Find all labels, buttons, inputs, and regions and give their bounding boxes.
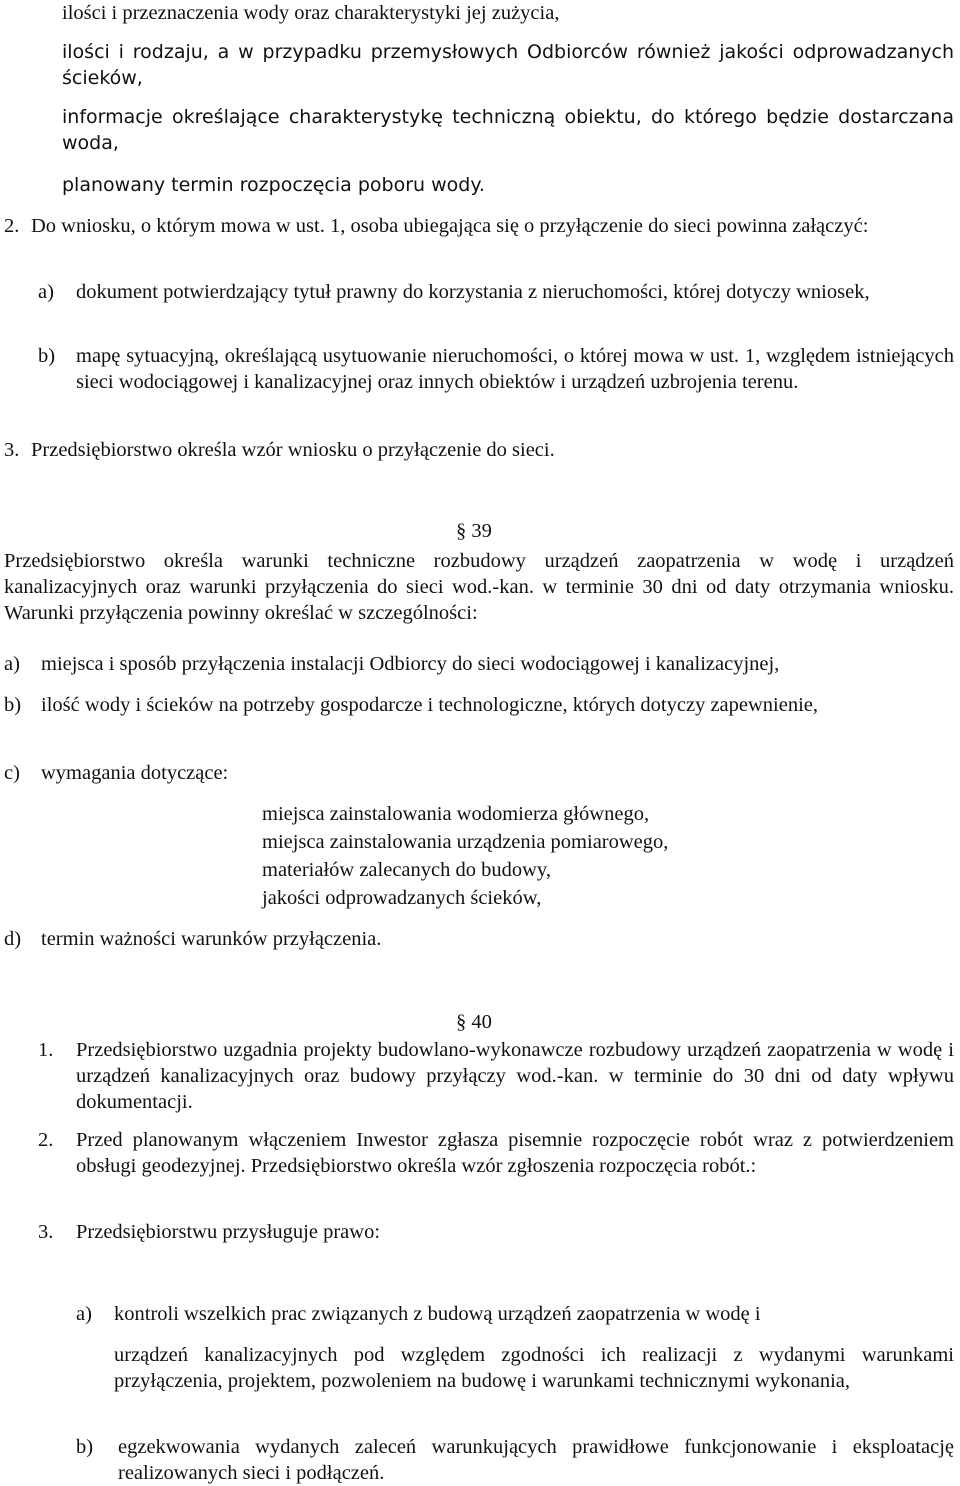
- intro-item: planowany termin rozpoczęcia poboru wody.: [62, 174, 485, 196]
- list-marker: a): [76, 1303, 92, 1325]
- list-item: kontroli wszelkich prac związanych z budową urządzeń zaopatrzenia w wodę i: [114, 1303, 761, 1325]
- list-marker: d): [4, 928, 22, 950]
- intro-item: ilości i rodzaju, a w przypadku przemysłowych Odbiorców również jakości odprowadzanych ścieków,: [62, 41, 954, 89]
- point-number: 2.: [4, 215, 20, 237]
- list-item: egzekwowania wydanych zaleceń warunkujących prawidłowe funkcjonowanie i eksploatację realizowanych sieci i podłączeń.: [118, 1436, 954, 1484]
- list-marker: c): [4, 762, 20, 784]
- point-2-text: Do wniosku, o którym mowa w ust. 1, osoba ubiegająca się o przyłączenie do sieci powinna załączyć:: [31, 215, 869, 237]
- list-item: wymagania dotyczące:: [41, 762, 229, 784]
- point-number: 3.: [38, 1221, 54, 1243]
- point-number: 2.: [38, 1129, 54, 1151]
- list-item: dokument potwierdzający tytuł prawny do korzystania z nieruchomości, której dotyczy wniosek,: [76, 281, 870, 303]
- sub-item: jakości odprowadzanych ścieków,: [262, 887, 542, 909]
- list-marker: a): [38, 281, 54, 303]
- list-marker: a): [4, 653, 20, 675]
- numbered-item: Przedsiębiorstwu przysługuje prawo:: [76, 1221, 381, 1243]
- section-heading: § 40: [456, 1011, 492, 1033]
- sub-item: miejsca zainstalowania wodomierza głównego,: [262, 803, 650, 825]
- list-marker: b): [38, 345, 56, 367]
- list-item: mapę sytuacyjną, określającą usytuowanie nieruchomości, o której mowa w ust. 1, względem istniejących sieci wodociągowej i kanalizacyjnej oraz innych obiektów i urządzeń uzbrojenia terenu.: [76, 345, 954, 393]
- list-marker: b): [4, 694, 22, 716]
- intro-item: informacje określające charakterystykę techniczną obiektu, do którego będzie dostarczana woda,: [62, 106, 954, 154]
- section-39-intro: Przedsiębiorstwo określa warunki techniczne rozbudowy urządzeń zaopatrzenia w wodę i urządzeń kanalizacyjnych oraz warunki przyłączenia do sieci wod.-kan. w terminie 30 dni od daty otrzymania wniosku. Warunki przyłączenia powinny określać w szczególności:: [4, 550, 954, 624]
- point-number: 3.: [4, 439, 20, 461]
- list-item: termin ważności warunków przyłączenia.: [41, 928, 382, 950]
- numbered-item: Przedsiębiorstwo uzgadnia projekty budowlano-wykonawcze rozbudowy urządzeń zaopatrzenia w wodę i urządzeń kanalizacyjnych oraz budowy przyłączy wod.-kan. w terminie do 30 dni od daty wpływu dokumentacji.: [76, 1039, 954, 1113]
- list-item: urządzeń kanalizacyjnych pod względem zgodności ich realizacji z wydanymi warunkami przyłączenia, projektem, pozwoleniem na budowę i warunkami technicznymi wykonania,: [114, 1344, 954, 1392]
- numbered-item: Przed planowanym włączeniem Inwestor zgłasza pisemnie rozpoczęcie robót wraz z potwierdzeniem obsługi geodezyjnej. Przedsiębiorstwo określa wzór zgłoszenia rozpoczęcia robót.:: [76, 1129, 954, 1177]
- sub-item: materiałów zalecanych do budowy,: [262, 859, 551, 881]
- list-item: miejsca i sposób przyłączenia instalacji Odbiorcy do sieci wodociągowej i kanalizacyjnej,: [41, 653, 780, 675]
- intro-item: ilości i przeznaczenia wody oraz charakterystyki jej zużycia,: [62, 2, 560, 24]
- list-marker: b): [76, 1436, 94, 1458]
- section-heading: § 39: [456, 520, 492, 542]
- point-3-text: Przedsiębiorstwo określa wzór wniosku o przyłączenie do sieci.: [31, 439, 555, 461]
- point-number: 1.: [38, 1039, 54, 1061]
- list-item: ilość wody i ścieków na potrzeby gospodarcze i technologiczne, których dotyczy zapewnienie,: [41, 694, 819, 716]
- sub-item: miejsca zainstalowania urządzenia pomiarowego,: [262, 831, 669, 853]
